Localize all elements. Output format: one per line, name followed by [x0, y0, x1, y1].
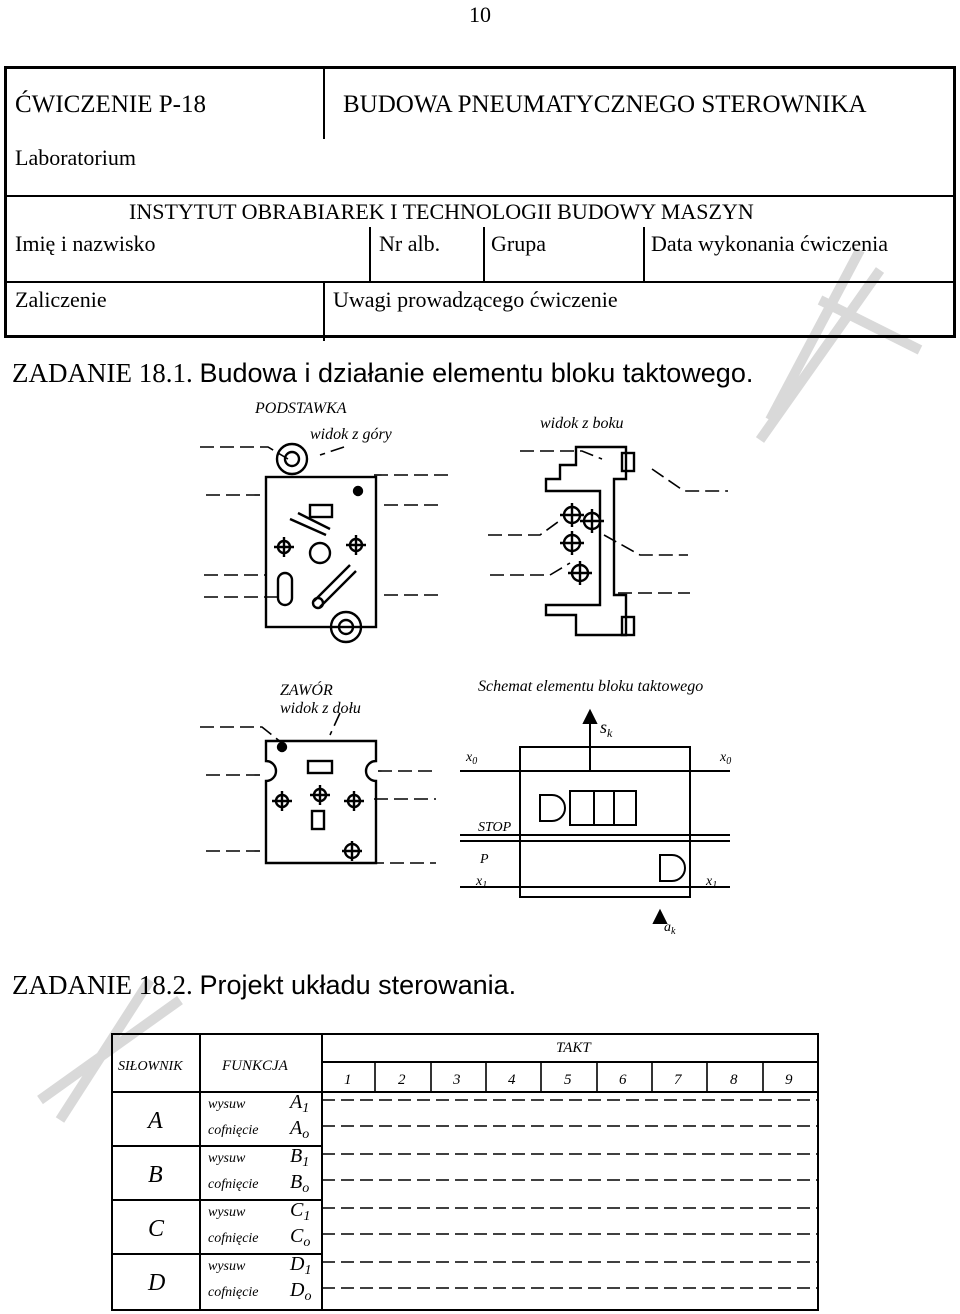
a-sig0: $A_o$: [290, 1117, 310, 1142]
task2-number: ZADANIE 18.2.: [12, 970, 193, 1000]
lab-label: Laboratorium: [15, 145, 136, 170]
valve-and-schema: [0, 675, 960, 945]
d-ext: wysuw: [208, 1259, 246, 1274]
takt-5: 5: [564, 1072, 572, 1088]
name-label: Imię i nazwisko: [15, 231, 156, 256]
side-view-part: [546, 447, 634, 635]
task1-heading: [12, 358, 753, 389]
c-sig1: $C_1$: [290, 1199, 311, 1224]
album-label: Nr alb.: [379, 231, 441, 256]
top-view-label: widok z góry: [310, 426, 392, 443]
bottom-view-label: widok z dołu: [280, 700, 361, 717]
takt-3: 3: [453, 1072, 461, 1088]
takt-8: 8: [730, 1072, 738, 1088]
task1-number: ZADANIE 18.1.: [12, 358, 193, 388]
sk-label: $s_k$: [600, 717, 613, 740]
takt-2: 2: [398, 1072, 406, 1088]
col-takt: TAKT: [556, 1040, 591, 1056]
actuator-d: D: [148, 1270, 166, 1296]
ak-label: $a_k$: [664, 920, 676, 937]
remarks-label: Uwagi prowadzącego ćwiczenie: [333, 287, 618, 312]
c-sig0: $C_o$: [290, 1225, 311, 1250]
valve-label: ZAWÓR: [280, 682, 333, 699]
actuator-a: A: [148, 1108, 163, 1134]
task2-title: Projekt układu sterowania.: [199, 970, 517, 1000]
a-ret: cofnięcie: [208, 1123, 259, 1138]
p-label: P: [480, 852, 489, 867]
takt-1: 1: [344, 1072, 352, 1088]
c-ext: wysuw: [208, 1205, 246, 1220]
x1-right-label: $x_1$: [706, 874, 718, 891]
top-view-part: [266, 444, 376, 642]
stop-label: STOP: [478, 820, 512, 835]
exercise-code: ĆWICZENIE P-18: [15, 91, 206, 118]
x0-left-label: $x_0$: [466, 750, 478, 767]
a-sig1: $A_1$: [290, 1091, 310, 1116]
takt-6: 6: [619, 1072, 627, 1088]
task1-title: Budowa i działanie elementu bloku taktowego.: [199, 358, 754, 388]
b-sig1: $B_1$: [290, 1145, 310, 1170]
date-label: Data wykonania ćwiczenia: [651, 231, 888, 256]
takt-4: 4: [508, 1072, 516, 1088]
col-function: FUNKCJA: [222, 1058, 288, 1074]
x1-left-label: $x_1$: [476, 874, 488, 891]
base-drawing: [0, 395, 960, 655]
header-form: [4, 66, 956, 338]
b-ext: wysuw: [208, 1151, 246, 1166]
d-sig0: $D_o$: [290, 1279, 312, 1304]
col-actuator: SIŁOWNIK: [118, 1059, 183, 1074]
b-sig0: $B_o$: [290, 1171, 310, 1196]
task2-heading: [12, 970, 516, 1001]
takt-7: 7: [674, 1072, 682, 1088]
a-ext: wysuw: [208, 1097, 246, 1112]
actuator-b: B: [148, 1162, 163, 1188]
page-number: 10: [469, 2, 491, 27]
x0-right-label: $x_0$: [720, 750, 732, 767]
group-label: Grupa: [491, 231, 546, 256]
actuator-c: C: [148, 1216, 165, 1242]
institute-name: INSTYTUT OBRABIAREK I TECHNOLOGII BUDOWY MASZYN: [129, 199, 754, 224]
d-ret: cofnięcie: [208, 1285, 259, 1300]
base-label: PODSTAWKA: [255, 400, 347, 417]
exercise-title: BUDOWA PNEUMATYCZNEGO STEROWNIKA: [343, 91, 867, 118]
valve-bottom-part: [266, 741, 376, 863]
side-view-label: widok z boku: [540, 415, 624, 432]
b-ret: cofnięcie: [208, 1177, 259, 1192]
takt-9: 9: [785, 1072, 793, 1088]
schema-title: Schemat elementu bloku taktowego: [478, 678, 704, 695]
credit-label: Zaliczenie: [15, 287, 107, 312]
schema-diagram: [460, 711, 730, 923]
c-ret: cofnięcie: [208, 1231, 259, 1246]
takt-table: [0, 1022, 960, 1312]
d-sig1: $D_1$: [290, 1253, 312, 1278]
